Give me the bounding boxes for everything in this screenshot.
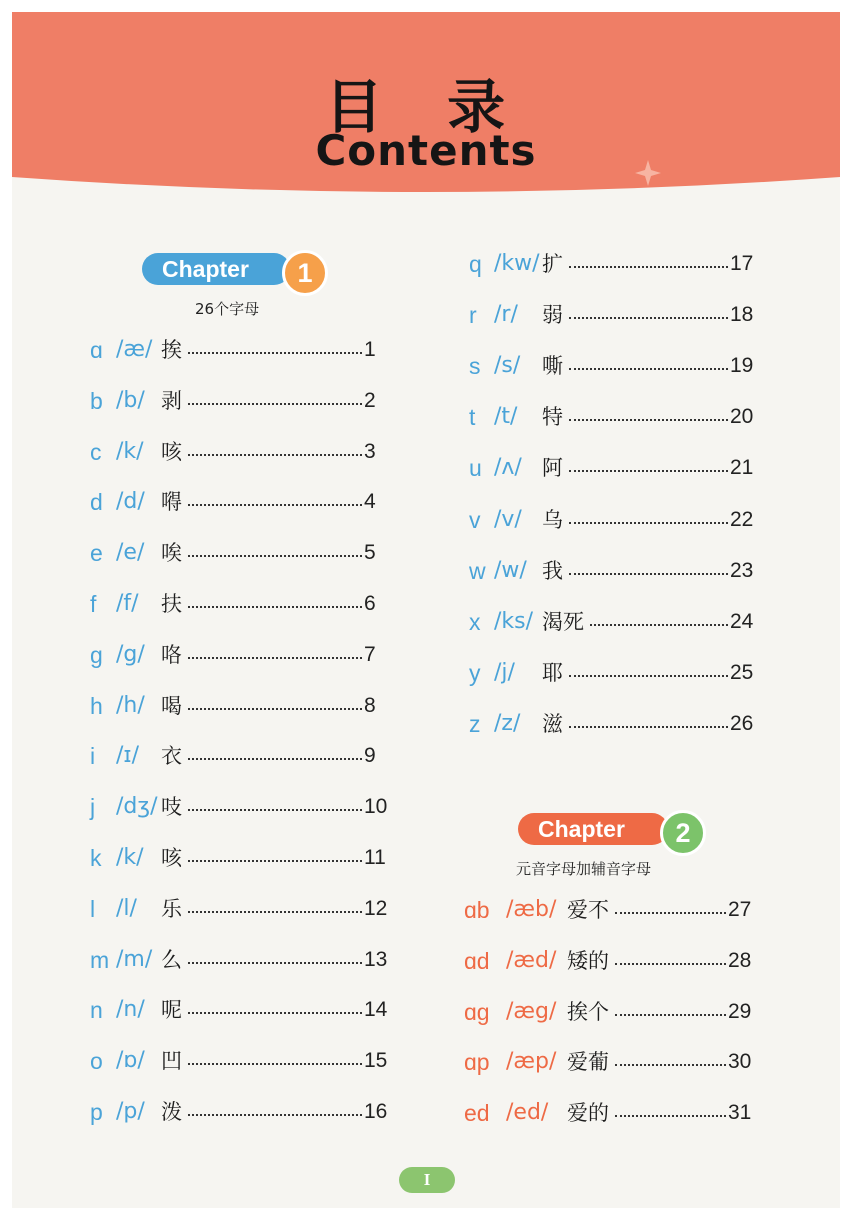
toc-leader-dots xyxy=(615,1115,726,1117)
toc-phonetic: /k/ xyxy=(116,845,144,870)
toc-chinese-hint: 泼 xyxy=(161,1100,182,1124)
toc-leader-dots xyxy=(569,419,728,421)
page-number-badge: I xyxy=(399,1167,455,1193)
toc-letter: n xyxy=(90,997,103,1024)
toc-phonetic: /h/ xyxy=(116,692,145,718)
toc-leader-dots xyxy=(188,708,362,710)
toc-page-number: 22 xyxy=(730,507,754,531)
toc-leader-dots xyxy=(569,470,728,472)
toc-chinese-hint: 喝 xyxy=(161,693,182,718)
toc-page-number: 19 xyxy=(730,354,754,378)
toc-letter: ɑg xyxy=(464,998,490,1025)
chapter-2-subtitle: 元音字母加辅音字母 xyxy=(516,860,652,878)
toc-chinese-hint: 扶 xyxy=(161,592,182,616)
toc-phonetic: /kw/ xyxy=(494,251,540,276)
toc-phonetic: /j/ xyxy=(494,659,515,685)
toc-letter: u xyxy=(469,455,482,482)
toc-letter: b xyxy=(90,387,103,414)
title-english: Contents xyxy=(315,126,537,175)
toc-leader-dots xyxy=(615,963,726,965)
toc-letter: ɑb xyxy=(464,897,490,923)
chapter-2-number: 2 xyxy=(660,810,706,856)
toc-leader-dots xyxy=(590,624,728,626)
toc-page-number: 12 xyxy=(364,896,388,920)
toc-chinese-hint: 咯 xyxy=(161,642,182,667)
toc-chinese-hint: 么 xyxy=(161,947,182,972)
toc-page-number: 15 xyxy=(364,1049,388,1073)
toc-page-number: 24 xyxy=(730,609,754,633)
chapter-1-label: Chapter xyxy=(142,253,290,285)
toc-leader-dots xyxy=(188,911,362,913)
chapter-2-badge xyxy=(518,810,708,846)
toc-page-number: 28 xyxy=(728,948,752,972)
toc-leader-dots xyxy=(569,317,728,319)
toc-letter: ɑp xyxy=(464,1049,490,1076)
toc-phonetic: /æp/ xyxy=(506,1049,557,1075)
toc-chinese-hint: 剥 xyxy=(161,388,182,413)
toc-leader-dots xyxy=(569,573,728,575)
toc-letter: r xyxy=(469,302,477,329)
toc-leader-dots xyxy=(188,860,362,862)
toc-leader-dots xyxy=(188,758,362,760)
toc-phonetic: /ks/ xyxy=(494,608,534,634)
toc-phonetic: /s/ xyxy=(494,353,521,379)
toc-leader-dots xyxy=(569,726,728,728)
toc-phonetic: /n/ xyxy=(116,997,145,1023)
toc-phonetic: /æb/ xyxy=(506,897,557,922)
toc-leader-dots xyxy=(569,368,728,370)
toc-phonetic: /f/ xyxy=(116,591,139,616)
toc-phonetic: /p/ xyxy=(116,1099,145,1124)
chapter-1-badge xyxy=(142,250,332,286)
toc-page-number: 16 xyxy=(364,1100,388,1123)
toc-letter: g xyxy=(90,641,103,668)
toc-chinese-hint: 乌 xyxy=(542,507,563,532)
page xyxy=(12,12,840,1208)
toc-chinese-hint: 矮的 xyxy=(567,948,609,973)
toc-page-number: 21 xyxy=(730,456,754,480)
toc-letter: q xyxy=(469,251,482,277)
toc-phonetic: /ɒ/ xyxy=(116,1048,145,1074)
toc-phonetic: /w/ xyxy=(494,557,527,583)
toc-chinese-hint: 咳 xyxy=(161,439,182,464)
toc-letter: i xyxy=(90,743,96,770)
toc-chinese-hint: 衣 xyxy=(161,744,182,769)
toc-letter: l xyxy=(90,895,96,922)
toc-phonetic: /æg/ xyxy=(506,998,557,1024)
toc-page-number: 7 xyxy=(364,642,376,666)
toc-letter: y xyxy=(469,659,481,686)
toc-chinese-hint: 我 xyxy=(542,558,563,583)
toc-leader-dots xyxy=(188,352,362,354)
toc-letter: c xyxy=(90,438,102,465)
toc-phonetic: /t/ xyxy=(494,404,518,430)
toc-page-number: 20 xyxy=(730,405,754,429)
toc-page-number: 8 xyxy=(364,693,376,717)
toc-page-number: 4 xyxy=(364,490,376,514)
toc-leader-dots xyxy=(188,454,362,456)
toc-phonetic: /k/ xyxy=(116,438,144,464)
toc-phonetic: /b/ xyxy=(116,387,145,413)
toc-letter: j xyxy=(90,794,96,821)
chapter-1-number: 1 xyxy=(282,250,328,296)
toc-leader-dots xyxy=(569,522,728,524)
toc-letter: t xyxy=(469,404,476,431)
toc-page-number: 25 xyxy=(730,660,754,684)
toc-phonetic: /æd/ xyxy=(506,947,557,973)
toc-leader-dots xyxy=(188,1114,362,1116)
toc-chinese-hint: 挨 xyxy=(161,338,182,362)
toc-page-number: 13 xyxy=(364,947,388,971)
toc-leader-dots xyxy=(188,809,362,811)
toc-chinese-hint: 嘚 xyxy=(161,490,182,515)
toc-page-number: 17 xyxy=(730,252,754,275)
toc-page-number: 14 xyxy=(364,998,388,1022)
toc-chinese-hint: 阿 xyxy=(542,456,563,481)
toc-phonetic: /d/ xyxy=(116,489,145,515)
toc-chinese-hint: 耶 xyxy=(542,660,563,685)
toc-chinese-hint: 渴死 xyxy=(542,609,584,634)
toc-chinese-hint: 爱不 xyxy=(567,898,609,922)
toc-chinese-hint: 爱的 xyxy=(567,1101,609,1126)
toc-page-number: 5 xyxy=(364,541,376,565)
toc-page-number: 27 xyxy=(728,898,752,921)
toc-letter: v xyxy=(469,506,481,533)
toc-leader-dots xyxy=(188,1012,362,1014)
toc-leader-dots xyxy=(188,403,362,405)
toc-phonetic: /ed/ xyxy=(506,1100,549,1126)
toc-leader-dots xyxy=(188,555,362,557)
toc-letter: d xyxy=(90,489,103,516)
toc-letter: ɑd xyxy=(464,947,490,974)
toc-letter: k xyxy=(90,845,102,871)
toc-page-number: 26 xyxy=(730,711,754,735)
toc-page-number: 6 xyxy=(364,592,376,615)
toc-page-number: 18 xyxy=(730,303,754,327)
toc-chinese-hint: 扩 xyxy=(542,252,563,276)
toc-chinese-hint: 挨个 xyxy=(567,999,609,1024)
toc-phonetic: /m/ xyxy=(116,946,153,972)
toc-chinese-hint: 唉 xyxy=(161,541,182,566)
toc-leader-dots xyxy=(188,1063,362,1065)
toc-chinese-hint: 凹 xyxy=(161,1049,182,1074)
toc-letter: o xyxy=(90,1048,103,1075)
toc-phonetic: /ɪ/ xyxy=(116,743,139,769)
toc-leader-dots xyxy=(569,266,728,268)
toc-page-number: 9 xyxy=(364,744,376,768)
toc-leader-dots xyxy=(615,912,726,914)
toc-leader-dots xyxy=(188,962,362,964)
toc-leader-dots xyxy=(188,606,362,608)
toc-chinese-hint: 特 xyxy=(542,405,563,430)
toc-phonetic: /æ/ xyxy=(116,337,153,362)
toc-page-number: 31 xyxy=(728,1101,752,1125)
toc-letter: ɑ xyxy=(90,337,103,363)
toc-phonetic: /r/ xyxy=(494,302,518,328)
toc-phonetic: /g/ xyxy=(116,641,145,667)
toc-page-number: 2 xyxy=(364,388,376,412)
toc-letter: h xyxy=(90,692,103,719)
toc-leader-dots xyxy=(188,504,362,506)
toc-letter: f xyxy=(90,591,97,617)
toc-phonetic: /ʌ/ xyxy=(494,455,522,481)
toc-page-number: 3 xyxy=(364,439,376,463)
toc-phonetic: /e/ xyxy=(116,540,145,566)
toc-leader-dots xyxy=(569,675,728,677)
toc-phonetic: /l/ xyxy=(116,895,137,921)
toc-chinese-hint: 咳 xyxy=(161,846,182,870)
toc-letter: m xyxy=(90,946,110,973)
title-chinese: 目 录 xyxy=(324,73,528,141)
toc-letter: ed xyxy=(464,1100,490,1127)
toc-phonetic: /z/ xyxy=(494,710,521,736)
toc-chinese-hint: 乐 xyxy=(161,896,182,921)
chapter-1-subtitle: 26个字母 xyxy=(195,300,260,318)
toc-leader-dots xyxy=(188,657,362,659)
toc-letter: s xyxy=(469,353,481,380)
toc-phonetic: /dʒ/ xyxy=(116,794,158,820)
toc-letter: p xyxy=(90,1099,103,1125)
toc-letter: x xyxy=(469,608,481,635)
toc-page-number: 10 xyxy=(364,795,388,819)
toc-chinese-hint: 嘶 xyxy=(542,354,563,379)
toc-chinese-hint: 呢 xyxy=(161,998,182,1023)
toc-page-number: 23 xyxy=(730,558,754,582)
toc-letter: z xyxy=(469,710,481,737)
toc-page-number: 29 xyxy=(728,999,752,1023)
toc-letter: e xyxy=(90,540,103,567)
toc-chinese-hint: 爱葡 xyxy=(567,1050,609,1075)
toc-page-number: 1 xyxy=(364,338,376,361)
chapter-2-label: Chapter xyxy=(518,813,668,845)
toc-chinese-hint: 弱 xyxy=(542,303,563,328)
toc-leader-dots xyxy=(615,1064,726,1066)
toc-leader-dots xyxy=(615,1014,726,1016)
toc-chinese-hint: 滋 xyxy=(542,711,563,736)
toc-phonetic: /v/ xyxy=(494,506,522,532)
toc-page-number: 30 xyxy=(728,1050,752,1074)
toc-page-number: 11 xyxy=(364,846,386,869)
toc-letter: w xyxy=(469,557,486,584)
toc-chinese-hint: 吱 xyxy=(161,795,182,820)
